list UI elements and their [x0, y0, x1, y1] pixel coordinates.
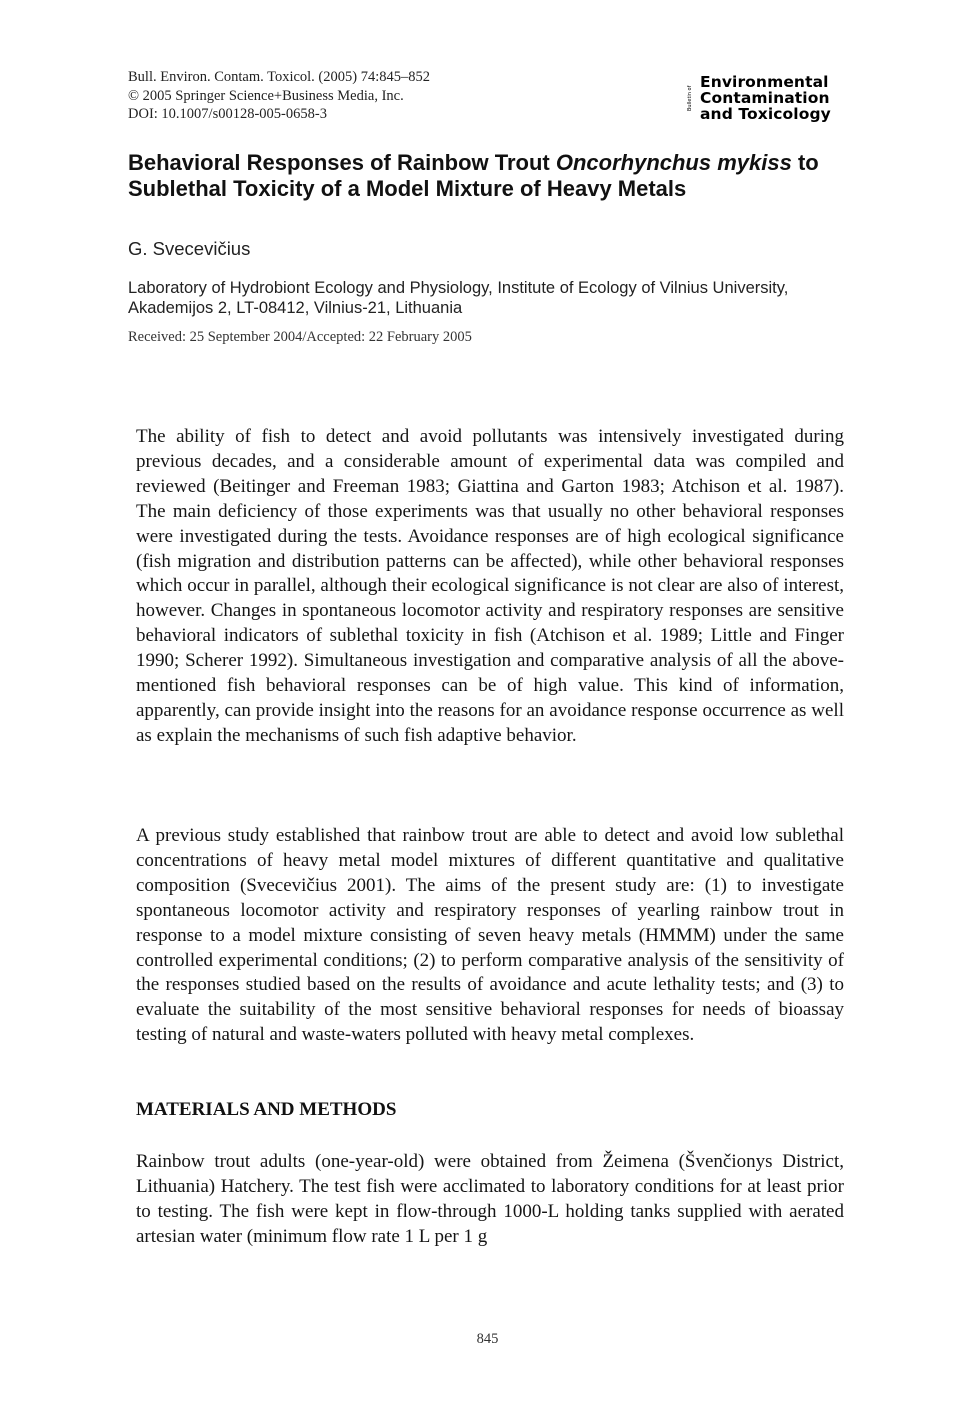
- paper-title-part-1: Behavioral Responses of Rainbow Trout: [128, 150, 556, 175]
- paper-title-part-2: to Sublethal Toxicity of a Model Mixture of Heavy Metals: [128, 150, 819, 201]
- citation-block: [128, 68, 430, 124]
- paper-title-species: Oncorhynchus mykiss: [555, 150, 792, 175]
- doi-line: DOI: 10.1007/s00128-005-0658-3: [128, 106, 327, 122]
- copyright-line: © 2005 Springer Science+Business Media, Inc.: [128, 87, 404, 104]
- journal-logo-line-2: Contamination: [700, 89, 830, 107]
- author-affiliation: Laboratory of Hydrobiont Ecology and Physiology, Institute of Ecology of Vilnius University, Akademijos 2, LT-08412, Vilnius-21, Lithuania: [128, 279, 789, 317]
- body-paragraph-aims: A previous study established that rainbow trout are able to detect and avoid low sublethal concentrations of heavy metal model mixtures of different quantitative and qualitative composition (Svecevičius 2001). The aims of the present study are: (1) to investigate spontaneous locomotor activity and respiratory responses of yearling rainbow trout in response to a model mixture consisting of seven heavy metals (HMMM) under the same controlled experimental conditions; (2) to perform comparative analysis of the sensitivity of the responses studied based on the results of avoidance and acute lethality tests; and (3) to evaluate the suitability of the most sensitive behavioral responses for needs of bioassay testing of natural and waste-waters polluted with heavy metal complexes.: [136, 825, 844, 1046]
- journal-citation: Bull. Environ. Contam. Toxicol. (2005) 74:845–852: [128, 69, 430, 85]
- received-dates: Received: 25 September 2004/Accepted: 22 February 2005: [128, 329, 472, 345]
- journal-logo-line-3: and Toxicology: [700, 105, 831, 123]
- section-heading: MATERIALS AND METHODS: [136, 1099, 397, 1120]
- journal-logo-side-text: Bulletin of: [687, 85, 693, 111]
- journal-logo-line-1: Environmental: [700, 73, 829, 91]
- journal-logo: [688, 74, 853, 122]
- body-paragraph-methods: Rainbow trout adults (one-year-old) were obtained from Žeimena (Švenčionys District, Lithuania) Hatchery. The test fish were acclimated to laboratory conditions for at least prior to testing. The fish were kept in flow-through 1000-L holding tanks supplied with aerated artesian water (minimum flow rate 1 L per 1 g: [136, 1151, 844, 1247]
- page-number: 845: [476, 1331, 499, 1347]
- author-name: G. Svecevičius: [128, 238, 251, 259]
- body-paragraph-intro: The ability of fish to detect and avoid pollutants was intensively investigated during previous decades, and a considerable amount of experimental data was compiled and reviewed (Beitinger and Freeman 1983; Giattina and Garton 1983; Atchison et al. 1987). The main deficiency of those experiments was that usually no other behavioral responses were investigated during the tests. Avoidance responses are of high ecological significance (fish migration and distribution patterns can be affected), while other behavioral responses which occur in parallel, although their ecological significance is not clear are also of interest, however. Changes in spontaneous locomotor activity and respiratory responses are sensitive behavioral indicators of sublethal toxicity in fish (Atchison et al. 1989; Little and Finger 1990; Scherer 1992). Simultaneous investigation and comparative analysis of all the above-mentioned fish behavioral responses can be of high value. This kind of information, apparently, can provide insight into the reasons for an avoidance response occurrence as well as explain the mechanisms of such fish adaptive behavior.: [136, 426, 844, 746]
- paper-title: [128, 150, 848, 201]
